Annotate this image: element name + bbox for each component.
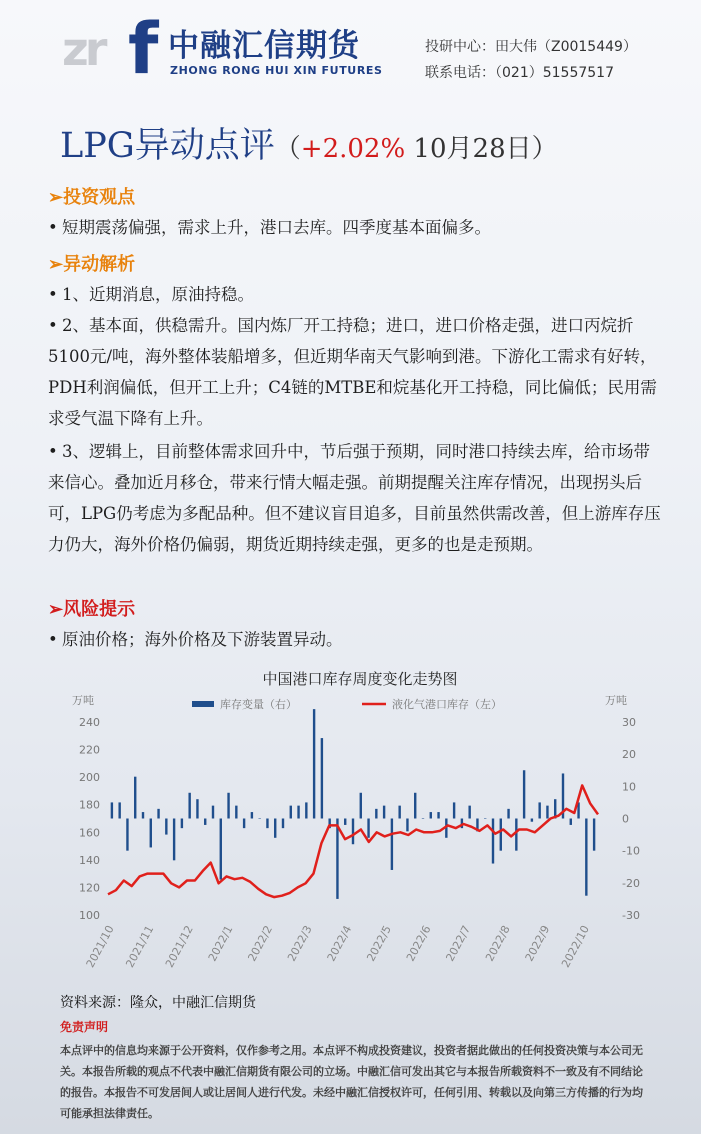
y-right-tick: -30: [622, 909, 640, 922]
inventory-change-bar: [297, 806, 299, 819]
analysis-item-1: [48, 279, 664, 310]
title-main: LPG异动点评: [60, 126, 275, 166]
inventory-change-bar: [305, 802, 307, 818]
view-item: [48, 212, 664, 243]
risk-item: [48, 624, 664, 655]
disclaimer-title: 免责声明: [60, 1020, 109, 1034]
x-tick-label: 2021/11: [123, 923, 157, 970]
x-tick-label: 2022/9: [522, 923, 553, 964]
inventory-change-bar: [258, 819, 260, 820]
title-change: +2.02%: [300, 134, 406, 164]
inventory-change-bar: [251, 812, 253, 818]
y-left-tick: 160: [79, 826, 100, 840]
y-left-tick: 100: [79, 909, 100, 922]
inventory-change-bar: [593, 819, 595, 851]
x-tick-label: 2022/1: [205, 923, 236, 964]
inventory-change-bar: [383, 806, 385, 819]
legend-line-label: 液化气港口库存（左）: [392, 698, 502, 711]
company-name-cn: 中融汇信期货: [168, 28, 360, 64]
chart-title: 中国港口库存周度变化走势图: [262, 670, 458, 688]
inventory-change-bar: [321, 738, 323, 818]
y-left-tick: 200: [79, 771, 100, 785]
logo-f-mark: f: [128, 8, 159, 90]
analysis-item-text: 3、逻辑上，目前整体需求回升中，节后强于预期，同时港口持续去库，给市场带来信心。叠加近月移仓，带来行情大幅走强。前期提醒关注库存情况，出现拐头后可，LPG仍考虑为多配品种。但不建议盲目追多，目前虽然供需改善，但上游库存压力仍大，海外价格仍偏弱，期货近期持续走强，更多的也是走预期。: [48, 442, 661, 554]
section-risk-title: ➢风险提示: [48, 599, 136, 620]
x-tick-label: 2022/4: [324, 923, 355, 964]
inventory-change-bar: [430, 812, 432, 818]
inventory-change-bar: [538, 802, 540, 818]
y-right-tick: -10: [622, 844, 640, 858]
disclaimer-text: 本点评中的信息均来源于公开资料，仅作参考之用。本点评不构成投资建议，投资者据此做出的任何投资决策与本公司无关。本报告所载的观点不代表中融汇信期货有限公司的立场。中融汇信可发出其它与本报告所载资料不一致及有不同结论的报告。本报告不可发居间人或让居间人进行代发。未经中融汇信授权许可，任何引用、转载以及向第三方传播的行为均可能承担法律责任。: [60, 1044, 643, 1120]
section-view-title: ➢投资观点: [48, 187, 136, 208]
inventory-change-bar: [414, 793, 416, 819]
y-right-tick: 30: [622, 716, 636, 729]
inventory-change-bar: [227, 793, 229, 819]
x-tick-label: 2022/3: [285, 923, 315, 964]
inventory-change-bar: [437, 812, 439, 818]
inventory-change-bar: [523, 770, 525, 818]
report-header: [0, 0, 701, 95]
inventory-change-bar: [126, 819, 128, 851]
section-analysis-title: ➢异动解析: [48, 254, 136, 275]
inventory-change-bar: [531, 819, 533, 822]
inventory-change-bar: [204, 819, 206, 825]
y-right-tick: 10: [622, 780, 636, 794]
inventory-change-bar: [492, 819, 494, 864]
y-left-unit: 万吨: [72, 694, 94, 707]
x-tick-label: 2022/5: [364, 923, 394, 964]
inventory-change-bar: [220, 819, 222, 880]
inventory-change-bar: [274, 819, 276, 838]
x-tick-label: 2022/10: [559, 923, 592, 970]
y-right-tick: 20: [622, 748, 636, 762]
y-left-tick: 180: [79, 798, 100, 812]
inventory-change-bar: [360, 793, 362, 819]
y-left-tick: 120: [79, 881, 100, 895]
inventory-change-bar: [500, 819, 502, 851]
inventory-change-bar: [243, 819, 245, 829]
x-tick-label: 2022/6: [403, 923, 434, 964]
report-title: [60, 118, 558, 168]
contact-analyst: 投研中心：田大伟（Z0015449）: [425, 39, 637, 55]
inventory-change-bar: [173, 819, 175, 861]
inventory-chart: [60, 660, 660, 990]
inventory-change-bar: [196, 799, 198, 818]
title-date: 10月28日）: [405, 134, 558, 164]
inventory-change-bar: [344, 819, 346, 825]
x-tick-label: 2021/10: [83, 923, 117, 970]
inventory-change-bar: [570, 819, 572, 825]
y-right-tick: -20: [622, 876, 640, 890]
inventory-change-bar: [150, 819, 152, 848]
inventory-change-bar: [546, 806, 548, 819]
logo-zr-mark: zr: [62, 22, 104, 76]
inventory-change-bar: [290, 806, 292, 819]
inventory-change-bar: [266, 819, 268, 829]
view-item-text: 短期震荡偏强，需求上升，港口去库。四季度基本面偏多。: [62, 218, 491, 237]
contact-phone: 联系电话：（021）51557517: [425, 65, 614, 81]
x-tick-label: 2022/8: [483, 923, 513, 964]
inventory-change-bar: [484, 819, 486, 820]
inventory-change-bar: [235, 806, 237, 819]
inventory-change-bar: [375, 809, 377, 819]
bullet: •: [48, 442, 58, 461]
title-open: （: [274, 134, 301, 164]
inventory-change-bar: [352, 819, 354, 845]
inventory-change-bar: [367, 819, 369, 838]
inventory-change-bar: [515, 819, 517, 851]
inventory-change-bar: [118, 802, 120, 818]
y-left-tick: 220: [79, 743, 100, 757]
inventory-change-bar: [165, 819, 167, 835]
inventory-change-bar: [336, 819, 338, 899]
y-left-tick: 240: [79, 716, 100, 729]
inventory-change-bar: [134, 777, 136, 819]
analysis-item-text: 1、近期消息，原油持稳。: [62, 285, 254, 304]
company-name-en: ZHONG RONG HUI XIN FUTURES: [170, 64, 383, 77]
inventory-change-bar: [313, 709, 315, 818]
bullet: •: [48, 630, 58, 649]
y-right-tick: 0: [622, 812, 629, 826]
inventory-change-bar: [282, 819, 284, 829]
x-tick-label: 2022/7: [443, 923, 474, 964]
inventory-change-bar: [212, 806, 214, 819]
inventory-change-bar: [422, 819, 424, 820]
y-right-unit: 万吨: [605, 694, 627, 707]
inventory-change-bar: [157, 809, 159, 819]
bullet: •: [48, 285, 58, 304]
inventory-change-bar: [181, 819, 183, 829]
inventory-change-bar: [453, 802, 455, 818]
inventory-change-bar: [142, 812, 144, 818]
data-source: 资料来源：隆众，中融汇信期货: [60, 995, 256, 1011]
analysis-item-2: [48, 310, 664, 434]
analysis-item-text: 2、基本面，供稳需升。国内炼厂开工持稳；进口，进口价格走强，进口丙烷折5100元/吨，海外整体装船增多，但近期华南天气影响到港。下游化工需求有好转，PDH利润偏低，但开工上升；C4链的MTBE和烷基化开工持稳，同比偏低；民用需求受气温下降有上升。: [48, 316, 657, 428]
legend-bar-label: 库存变量（右）: [220, 698, 297, 711]
inventory-change-bar: [391, 819, 393, 870]
x-tick-label: 2021/12: [162, 923, 196, 970]
inventory-change-bar: [468, 806, 470, 819]
chart-svg: [60, 660, 660, 990]
inventory-change-bar: [585, 819, 587, 896]
inventory-change-bar: [507, 809, 509, 819]
legend-bar-swatch: [192, 701, 214, 707]
bullet: •: [48, 316, 58, 335]
y-left-tick: 140: [79, 853, 100, 867]
bullet: •: [48, 218, 58, 237]
inventory-change-bar: [188, 793, 190, 819]
risk-item-text: 原油价格；海外价格及下游装置异动。: [62, 630, 343, 649]
inventory-change-bar: [406, 819, 408, 832]
inventory-change-bar: [111, 802, 113, 818]
x-tick-label: 2022/2: [245, 923, 276, 964]
inventory-change-bar: [398, 806, 400, 819]
analysis-item-3: [48, 436, 664, 560]
